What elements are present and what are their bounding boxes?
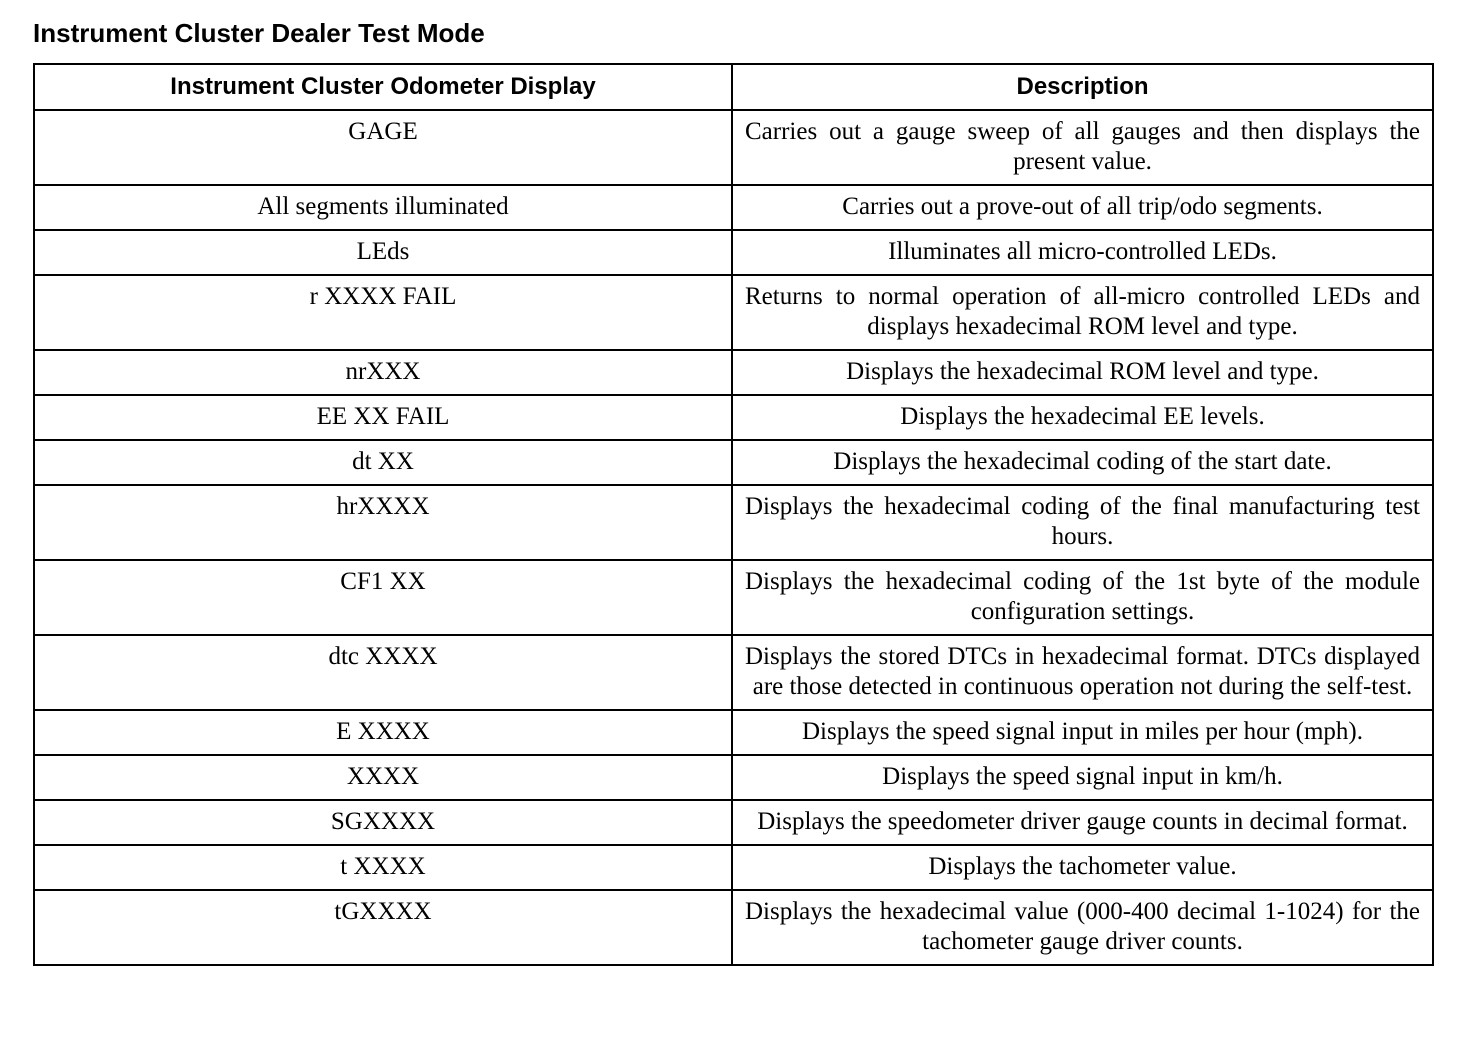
odometer-display-cell: LEds — [34, 230, 732, 275]
odometer-display-cell: r XXXX FAIL — [34, 275, 732, 350]
table-row — [34, 185, 1433, 230]
table-row — [34, 755, 1433, 800]
table-row — [34, 440, 1433, 485]
description-cell: Illuminates all micro-controlled LEDs. — [732, 230, 1433, 275]
odometer-display-cell: All segments illuminated — [34, 185, 732, 230]
odometer-display-cell: tGXXXX — [34, 890, 732, 965]
table-row — [34, 395, 1433, 440]
description-cell: Displays the hexadecimal coding of the start date. — [732, 440, 1433, 485]
table-row — [34, 485, 1433, 560]
table-row — [34, 560, 1433, 635]
page-title: Instrument Cluster Dealer Test Mode — [33, 18, 485, 48]
description-cell: Displays the hexadecimal coding of the final manufacturing test hours. — [732, 485, 1433, 560]
odometer-display-cell: dt XX — [34, 440, 732, 485]
odometer-display-cell: XXXX — [34, 755, 732, 800]
column-header-odometer-display: Instrument Cluster Odometer Display — [34, 64, 732, 110]
table-row — [34, 800, 1433, 845]
description-cell: Displays the tachometer value. — [732, 845, 1433, 890]
description-cell: Displays the hexadecimal coding of the 1st byte of the module configuration settings. — [732, 560, 1433, 635]
dealer-test-mode-table — [33, 63, 1434, 966]
table-row — [34, 890, 1433, 965]
description-cell: Displays the stored DTCs in hexadecimal format. DTCs displayed are those detected in continuous operation not during the self-test. — [732, 635, 1433, 710]
odometer-display-cell: t XXXX — [34, 845, 732, 890]
table-row — [34, 845, 1433, 890]
description-cell: Carries out a prove-out of all trip/odo segments. — [732, 185, 1433, 230]
description-cell: Returns to normal operation of all-micro controlled LEDs and displays hexadecimal ROM level and type. — [732, 275, 1433, 350]
table-row — [34, 350, 1433, 395]
description-cell: Displays the speedometer driver gauge counts in decimal format. — [732, 800, 1433, 845]
table-row — [34, 635, 1433, 710]
description-cell: Displays the speed signal input in miles per hour (mph). — [732, 710, 1433, 755]
odometer-display-cell: nrXXX — [34, 350, 732, 395]
odometer-display-cell: GAGE — [34, 110, 732, 185]
column-header-description: Description — [732, 64, 1433, 110]
odometer-display-cell: SGXXXX — [34, 800, 732, 845]
odometer-display-cell: hrXXXX — [34, 485, 732, 560]
table-row — [34, 110, 1433, 185]
description-cell: Displays the hexadecimal ROM level and type. — [732, 350, 1433, 395]
odometer-display-cell: CF1 XX — [34, 560, 732, 635]
table-row — [34, 710, 1433, 755]
description-cell: Displays the hexadecimal value (000-400 decimal 1-1024) for the tachometer gauge driver counts. — [732, 890, 1433, 965]
description-cell: Displays the speed signal input in km/h. — [732, 755, 1433, 800]
table-row — [34, 275, 1433, 350]
table-header-row — [34, 64, 1433, 110]
odometer-display-cell: E XXXX — [34, 710, 732, 755]
description-cell: Displays the hexadecimal EE levels. — [732, 395, 1433, 440]
odometer-display-cell: EE XX FAIL — [34, 395, 732, 440]
table-row — [34, 230, 1433, 275]
odometer-display-cell: dtc XXXX — [34, 635, 732, 710]
description-cell: Carries out a gauge sweep of all gauges and then displays the present value. — [732, 110, 1433, 185]
